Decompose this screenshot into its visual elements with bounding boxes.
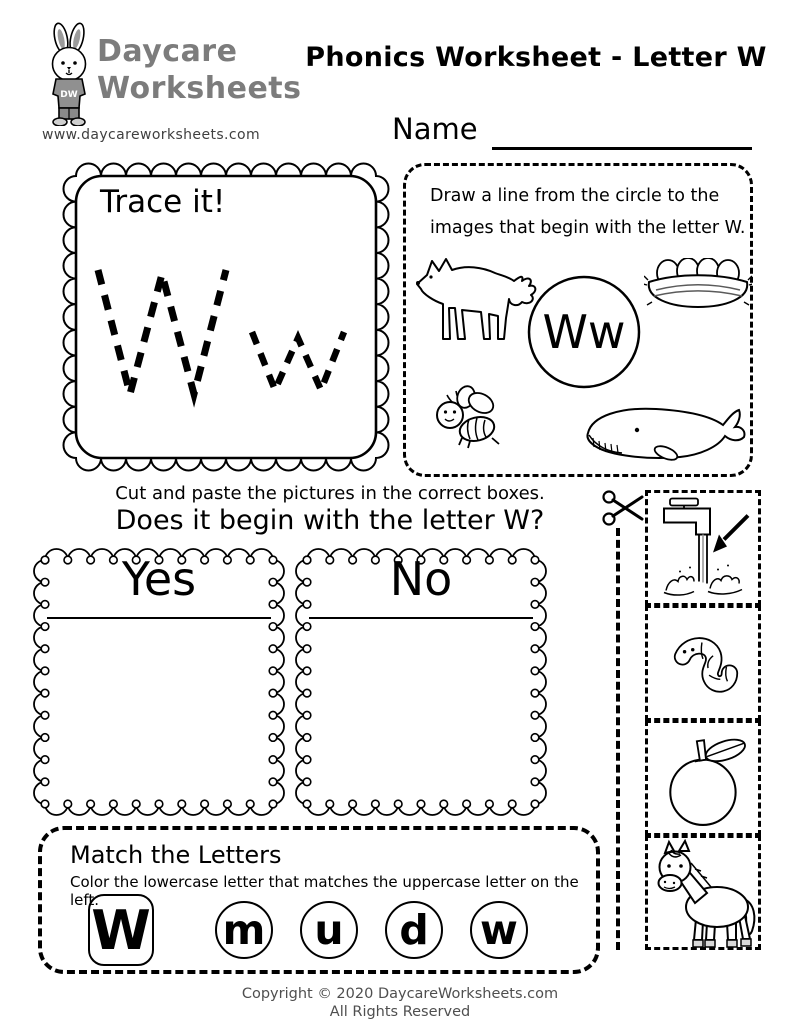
worm-illustration — [656, 630, 756, 700]
match-instruction: Color the lowercase letter that matches the uppercase letter on the left. — [70, 873, 579, 909]
brand-url: www.daycareworksheets.com — [41, 127, 260, 143]
cutout-water — [645, 490, 761, 606]
brand-line2: Worksheets — [97, 71, 302, 106]
name-blank-line — [492, 118, 752, 150]
letter-circle — [526, 274, 642, 390]
water-faucet-illustration — [648, 493, 758, 602]
cutout-horse — [645, 835, 761, 950]
cut-dashed-line — [616, 528, 620, 950]
trace-letters-dashed — [62, 162, 390, 472]
logo-badge: DW — [60, 90, 78, 100]
brand-name — [97, 33, 301, 107]
brand-line1: Daycare — [97, 34, 238, 69]
draw-line-box — [403, 163, 753, 477]
yes-divider-line — [47, 617, 271, 619]
match-letters-box — [38, 826, 600, 974]
draw-instruction-line1: Draw a line from the circle to the — [430, 186, 720, 206]
no-label: No — [389, 552, 453, 606]
horse-illustration — [650, 839, 760, 949]
lowercase-option-d: d — [385, 901, 443, 959]
match-title: Match the Letters — [70, 841, 282, 869]
bee-illustration — [428, 382, 504, 452]
lowercase-option-m: m — [215, 901, 273, 959]
whale-illustration — [582, 398, 748, 470]
orange-illustration — [658, 729, 752, 829]
draw-instruction-line2: images that begin with the letter W. — [430, 218, 746, 238]
name-label: Name — [392, 112, 478, 146]
lowercase-option-u: u — [300, 901, 358, 959]
circle-letters: Ww — [542, 305, 626, 359]
lowercase-option-w: w — [470, 901, 528, 959]
page-title: Phonics Worksheet - Letter W — [305, 42, 767, 73]
uppercase-letter-tile: W — [88, 894, 154, 966]
cutout-worm — [645, 605, 761, 721]
sort-question: Does it begin with the letter W? — [115, 505, 545, 536]
cutout-orange — [645, 720, 761, 836]
yes-label: Yes — [121, 552, 197, 606]
cut-paste-instruction: Cut and paste the pictures in the correct boxes. — [115, 483, 545, 504]
scissors-icon — [601, 486, 647, 532]
footer-copyright: Copyright © 2020 DaycareWorksheets.com — [241, 986, 559, 1002]
bunny-mascot-icon — [44, 20, 94, 126]
footer-rights: All Rights Reserved — [329, 1004, 471, 1020]
nest-with-eggs-illustration — [644, 258, 752, 310]
wolf-illustration — [410, 246, 540, 348]
no-divider-line — [309, 617, 533, 619]
trace-title: Trace it! — [100, 184, 226, 220]
